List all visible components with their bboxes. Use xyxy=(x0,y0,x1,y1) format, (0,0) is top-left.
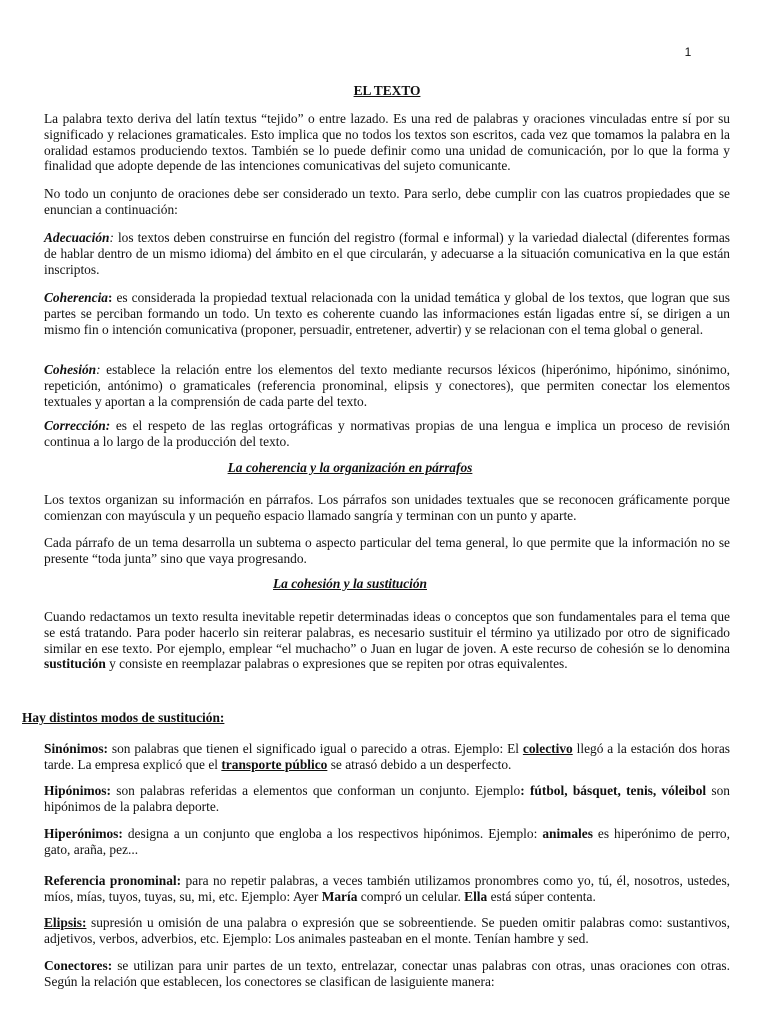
mode-text: son palabras que tienen el significado igual o parecido a otras. Ejemplo: El xyxy=(108,741,523,756)
mode-text: son hipónimos de la palabra deporte. xyxy=(44,783,730,814)
cohesion-paragraph xyxy=(44,609,730,672)
page-number: 1 xyxy=(684,45,692,59)
term-label: Referencia pronominal: xyxy=(44,873,182,888)
example-keyword: : fútbol, básquet, tenis, vóleibol xyxy=(520,783,707,798)
term-label: Coherencia xyxy=(44,290,108,305)
mode-hiponimos xyxy=(44,783,730,815)
mode-text: se utilizan para unir partes de un texto, entrelazar, conectar unas palabras con otras, unas oraciones con otras. Según la relación que establecen, los conectores se clasifican de lasiguiente manera: xyxy=(44,958,730,989)
coherence-paragraph-2: Cada párrafo de un tema desarrolla un subtema o aspecto particular del tema general, lo que permite que la información no se presente “toda junta” sino que vaya progresando. xyxy=(44,535,730,566)
keyword-sustitucion: sustitución xyxy=(44,656,106,672)
mode-text: supresión u omisión de una palabra o expresión que se sobreentiende. Se pueden omitir palabras como: sustantivos, adjetivos, verbos, adverbios, etc. Ejemplo: Los animales pasteaban en el monte. Tenían hambre y sed. xyxy=(44,915,730,946)
paragraph-text: y consiste en reemplazar palabras o expresiones que se repiten por otras equivalentes. xyxy=(105,656,568,672)
term-label: Hipónimos: xyxy=(44,783,111,798)
modes-heading: Hay distintos modos de sustitución: xyxy=(22,710,225,725)
term-separator: : xyxy=(105,418,111,433)
section-heading-coherencia: La coherencia y la organización en párrafos xyxy=(227,460,473,475)
term-label: Conectores: xyxy=(44,958,113,973)
coherence-paragraph-1: Los textos organizan su información en párrafos. Los párrafos son unidades textuales que se reconocen gráficamente porque comienzan con mayúscula y un pequeño espacio llamado sangría y terminan con un punto y aparte. xyxy=(44,492,730,523)
property-adecuacion xyxy=(44,230,730,277)
term-definition: establece la relación entre los elementos del texto mediante recursos léxicos (hiperónimo, hipónimo, sinónimo, repetición, antónimo) o gramaticales (referencia pronominal, elipsis y conectores), que permiten conectar los elementos textuales y aportan a la comprensión de cada parte del texto. xyxy=(44,362,730,409)
example-keyword: transporte público xyxy=(221,756,328,772)
term-label: Adecuación xyxy=(44,230,110,245)
example-keyword: María xyxy=(321,888,358,904)
term-definition: es considerada la propiedad textual relacionada con la unidad temática y global de los textos, que logran que sus partes se perciban formando un todo. Un texto es coherente cuando las informaciones están ligadas entre sí, se dirigen a un mismo fin o intención comunicativa (proponer, persuadir, entretener, advertir) y se relacionan con el tema global o general. xyxy=(44,290,730,337)
term-definition: es el respeto de las reglas ortográficas y normativas propias de una lengua e implica un proceso de revisión continua a lo largo de la producción del texto. xyxy=(44,418,730,449)
term-separator: : xyxy=(96,362,101,377)
mode-text: es hiperónimo de perro, gato, araña, pez... xyxy=(44,826,730,857)
mode-referencia-pronominal xyxy=(44,873,730,905)
property-coherencia xyxy=(44,290,730,337)
mode-text: está súper contenta. xyxy=(487,888,596,904)
example-keyword: Ella xyxy=(464,888,488,904)
intro-paragraph-2: No todo un conjunto de oraciones debe ser considerado un texto. Para serlo, debe cumplir con las cuatros propiedades que se enuncian a continuación: xyxy=(44,186,730,217)
intro-paragraph-1: La palabra texto deriva del latín textus “tejido” o entre lazado. Es una red de palabras y oraciones vinculadas entre sí por su significado y relaciones gramaticales. Esto implica que no todos los textos son escritos, cada vez que tomamos la palabra en la oralidad estamos produciendo textos. También se lo puede definir como una unidad de comunicación, por lo que la forma y finalidad que adopte depende de las intenciones comunicativas del sujeto comunicante. xyxy=(44,111,730,174)
property-correccion xyxy=(44,418,730,450)
mode-elipsis xyxy=(44,915,730,947)
term-label: Elipsis: xyxy=(44,915,87,930)
term-separator: : xyxy=(109,230,114,245)
term-label: Hiperónimos: xyxy=(44,826,123,841)
mode-text: son palabras referidas a elementos que conforman un conjunto. Ejemplo xyxy=(110,783,521,798)
term-label: Cohesión xyxy=(44,362,97,377)
term-definition: los textos deben construirse en función del registro (formal e informal) y la variedad dialectal (diferentes formas de hablar dentro de un mismo idioma) del ámbito en el que circularán, y adecuarse a la situación comunicativa en la que están inscriptos. xyxy=(44,230,730,277)
page-title: EL TEXTO xyxy=(353,83,421,98)
property-cohesion xyxy=(44,362,730,409)
mode-text: llegó a la estación dos horas tarde. La empresa explicó que el xyxy=(44,741,730,772)
mode-text: compró un celular. xyxy=(357,888,465,904)
mode-sinonimos xyxy=(44,741,730,773)
mode-text: para no repetir palabras, a veces también utilizamos pronombres como yo, tú, él, nosotros, ustedes, míos, mías, tuyos, tuyas, su, mi, etc. Ejemplo: Ayer xyxy=(44,873,731,904)
example-keyword: animales xyxy=(542,826,593,841)
mode-text: designa a un conjunto que engloba a los respectivos hipónimos. Ejemplo: xyxy=(122,826,543,841)
term-separator: : xyxy=(107,290,113,305)
section-heading-cohesion: La cohesión y la sustitución xyxy=(272,576,427,591)
example-keyword: colectivo xyxy=(522,741,573,756)
paragraph-text: Cuando redactamos un texto resulta inevitable repetir determinadas ideas o conceptos que son fundamentales para el tema que se está tratando. Para poder hacerlo sin reiterar palabras, es necesario sustituir el término ya utilizado por otro de significado similar en ese texto. Por ejemplo, emplear “el muchacho” o Juan en lugar de joven. A este recurso de cohesión se lo denomina xyxy=(44,609,730,656)
mode-conectores xyxy=(44,958,730,990)
mode-hiperonimos xyxy=(44,826,730,858)
term-label: Corrección xyxy=(44,418,106,433)
mode-text: se atrasó debido a un desperfecto. xyxy=(327,756,512,772)
term-label: Sinónimos: xyxy=(44,741,108,756)
